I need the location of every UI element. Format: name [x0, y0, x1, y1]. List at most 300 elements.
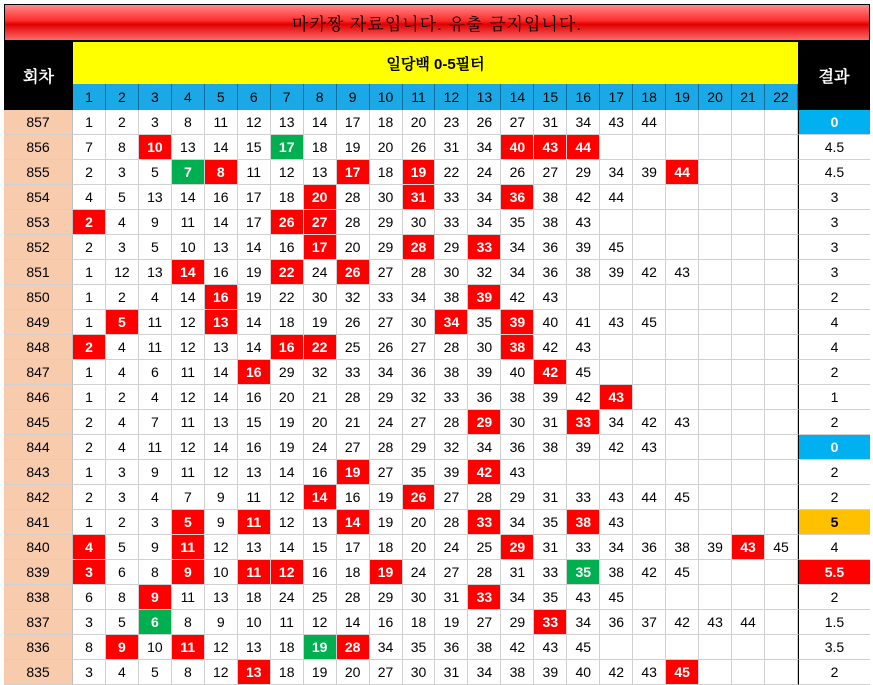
number-cell: 43: [633, 660, 666, 685]
result-cell: 4.5: [798, 135, 870, 160]
number-cell: 29: [403, 435, 436, 460]
number-cell: [732, 335, 765, 360]
number-cell: 20: [337, 235, 370, 260]
number-cell: 43: [501, 460, 534, 485]
result-header: 결과: [798, 41, 870, 110]
number-cell: [699, 460, 732, 485]
number-cell: 8: [205, 160, 238, 185]
number-cell: 24: [468, 160, 501, 185]
column-number: 2: [106, 84, 139, 110]
number-cell: 19: [238, 285, 271, 310]
number-cell: 14: [205, 385, 238, 410]
number-cell: [666, 285, 699, 310]
number-cell: 10: [139, 135, 172, 160]
number-cell: 29: [468, 410, 501, 435]
number-cell: 9: [139, 535, 172, 560]
result-cell: 2: [798, 285, 870, 310]
number-cell: 44: [633, 110, 666, 135]
number-cell: 5: [139, 660, 172, 685]
number-cell: [600, 635, 633, 660]
number-cell: [600, 360, 633, 385]
number-cell: [732, 185, 765, 210]
number-cell: 39: [501, 310, 534, 335]
number-cell: 43: [534, 135, 567, 160]
round-number: 838: [4, 585, 73, 610]
number-cell: 17: [337, 160, 370, 185]
result-cell: 4: [798, 535, 870, 560]
number-cell: 14: [238, 310, 271, 335]
number-cell: 4: [139, 285, 172, 310]
number-cell: 34: [600, 410, 633, 435]
number-cell: 13: [304, 510, 337, 535]
number-cell: 5: [139, 235, 172, 260]
number-cell: 12: [304, 610, 337, 635]
number-cell: 24: [435, 535, 468, 560]
number-cell: 32: [435, 435, 468, 460]
number-cell: 36: [403, 360, 436, 385]
result-cell: 1.5: [798, 610, 870, 635]
round-number: 836: [4, 635, 73, 660]
number-cell: 14: [205, 135, 238, 160]
number-cell: 30: [403, 660, 436, 685]
number-cell: 29: [501, 610, 534, 635]
column-number: 16: [567, 84, 600, 110]
number-cell: 19: [337, 135, 370, 160]
number-cell: 8: [106, 135, 139, 160]
number-cell: 22: [304, 335, 337, 360]
result-cell: 2: [798, 585, 870, 610]
number-cell: 5: [139, 160, 172, 185]
number-cell: 45: [633, 310, 666, 335]
number-cell: 34: [501, 510, 534, 535]
number-cell: [699, 210, 732, 235]
number-cell: 12: [172, 385, 205, 410]
number-cell: 23: [435, 110, 468, 135]
number-cell: 34: [501, 585, 534, 610]
number-cell: [633, 635, 666, 660]
number-cell: 31: [435, 135, 468, 160]
number-cell: [765, 235, 798, 260]
number-cell: 43: [567, 335, 600, 360]
number-cell: 39: [468, 285, 501, 310]
number-cell: 17: [238, 210, 271, 235]
number-cell: 40: [567, 660, 600, 685]
number-cell: 22: [271, 260, 304, 285]
number-cell: 19: [370, 510, 403, 535]
number-cell: [732, 460, 765, 485]
number-cell: 20: [337, 660, 370, 685]
number-cell: 12: [271, 560, 304, 585]
number-cell: 18: [304, 135, 337, 160]
number-cell: 35: [403, 635, 436, 660]
number-cell: 8: [106, 585, 139, 610]
table-row: [4, 460, 870, 485]
number-cell: 27: [370, 310, 403, 335]
number-cell: 3: [106, 460, 139, 485]
number-cell: 43: [699, 610, 732, 635]
number-cell: 27: [501, 110, 534, 135]
number-cell: [666, 585, 699, 610]
number-cell: 9: [205, 510, 238, 535]
number-cell: 11: [139, 310, 172, 335]
number-cell: 38: [501, 660, 534, 685]
number-cell: 33: [435, 185, 468, 210]
round-number: 848: [4, 335, 73, 360]
result-cell: 3: [798, 235, 870, 260]
number-cell: [633, 460, 666, 485]
number-cell: 30: [370, 185, 403, 210]
number-cell: [732, 560, 765, 585]
number-cell: 19: [304, 660, 337, 685]
number-cell: 3: [139, 110, 172, 135]
number-cell: 31: [403, 185, 436, 210]
number-cell: [600, 210, 633, 235]
number-cell: [765, 135, 798, 160]
number-cell: 33: [468, 235, 501, 260]
number-cell: 31: [534, 535, 567, 560]
number-cell: [732, 110, 765, 135]
number-cell: 12: [205, 535, 238, 560]
number-cell: 18: [271, 185, 304, 210]
number-cell: 27: [435, 560, 468, 585]
number-cell: [666, 235, 699, 260]
filter-title: 일당백 0-5필터: [73, 41, 798, 84]
number-cell: 14: [271, 535, 304, 560]
number-cell: 31: [435, 660, 468, 685]
table-row: [4, 410, 870, 435]
number-cell: 38: [534, 185, 567, 210]
number-cell: 1: [73, 310, 106, 335]
number-cell: 11: [172, 460, 205, 485]
number-cell: 16: [205, 260, 238, 285]
column-number: 20: [699, 84, 732, 110]
number-cell: 13: [238, 535, 271, 560]
number-cell: 9: [139, 210, 172, 235]
number-cell: [633, 335, 666, 360]
number-cell: 13: [205, 335, 238, 360]
number-cell: 19: [435, 610, 468, 635]
number-cell: 2: [73, 160, 106, 185]
number-cell: 12: [205, 635, 238, 660]
result-cell: 0: [798, 435, 870, 460]
number-cell: 11: [139, 435, 172, 460]
number-cell: 36: [534, 260, 567, 285]
number-cell: 18: [370, 110, 403, 135]
number-cell: 38: [567, 510, 600, 535]
number-cell: 16: [337, 485, 370, 510]
number-cell: 33: [567, 410, 600, 435]
number-cell: 39: [567, 435, 600, 460]
number-cell: 45: [567, 635, 600, 660]
number-cell: [699, 360, 732, 385]
number-cell: 27: [370, 260, 403, 285]
number-cell: 31: [534, 410, 567, 435]
number-cell: 38: [468, 635, 501, 660]
number-cell: 26: [403, 485, 436, 510]
column-number: 6: [238, 84, 271, 110]
number-cell: 18: [271, 660, 304, 685]
number-cell: [666, 460, 699, 485]
number-cell: [600, 285, 633, 310]
result-cell: 2: [798, 460, 870, 485]
number-cell: [666, 385, 699, 410]
number-cell: [699, 160, 732, 185]
number-cell: 35: [468, 310, 501, 335]
number-cell: 29: [567, 160, 600, 185]
number-cell: 33: [337, 360, 370, 385]
number-cell: 19: [271, 410, 304, 435]
number-cell: 45: [666, 560, 699, 585]
number-cell: 34: [501, 235, 534, 260]
number-cell: 39: [534, 385, 567, 410]
number-cell: 12: [271, 160, 304, 185]
number-cell: 4: [106, 660, 139, 685]
number-cell: [732, 660, 765, 685]
number-cell: 44: [567, 135, 600, 160]
number-cell: 43: [567, 585, 600, 610]
number-cell: 3: [73, 560, 106, 585]
number-cell: 16: [238, 435, 271, 460]
number-cell: [567, 460, 600, 485]
number-cell: [699, 435, 732, 460]
number-cell: 30: [501, 410, 534, 435]
number-cell: [699, 135, 732, 160]
number-cell: 18: [337, 560, 370, 585]
number-cell: 13: [238, 635, 271, 660]
number-cell: 31: [435, 585, 468, 610]
number-cell: 11: [238, 560, 271, 585]
number-cell: 27: [468, 610, 501, 635]
number-cell: [732, 210, 765, 235]
number-cell: 42: [534, 360, 567, 385]
number-cell: [633, 285, 666, 310]
number-cell: [666, 510, 699, 535]
number-cell: [699, 110, 732, 135]
number-cell: 27: [435, 485, 468, 510]
number-cell: 25: [468, 535, 501, 560]
number-cell: 10: [139, 635, 172, 660]
table-row: [4, 585, 870, 610]
number-cell: 14: [238, 335, 271, 360]
number-cell: 18: [238, 585, 271, 610]
number-cell: [699, 260, 732, 285]
number-cell: 11: [172, 635, 205, 660]
number-cell: 34: [403, 285, 436, 310]
number-cell: 34: [468, 435, 501, 460]
number-cell: 35: [534, 510, 567, 535]
number-cell: 39: [435, 460, 468, 485]
number-cell: 2: [73, 485, 106, 510]
column-number: 19: [666, 84, 699, 110]
number-cell: 2: [73, 435, 106, 460]
number-cell: 13: [172, 135, 205, 160]
number-cell: [666, 210, 699, 235]
number-cell: 19: [403, 160, 436, 185]
number-cell: 32: [468, 260, 501, 285]
number-cell: [765, 285, 798, 310]
number-cell: 28: [337, 585, 370, 610]
number-cell: [732, 635, 765, 660]
number-cell: 26: [403, 135, 436, 160]
number-cell: 19: [304, 635, 337, 660]
number-cell: 3: [106, 160, 139, 185]
number-cell: 28: [337, 210, 370, 235]
number-cell: 11: [238, 160, 271, 185]
number-cell: [765, 410, 798, 435]
number-cell: 38: [534, 435, 567, 460]
number-cell: [765, 335, 798, 360]
number-cell: 21: [337, 410, 370, 435]
number-cell: 39: [468, 360, 501, 385]
column-number: 1: [73, 84, 106, 110]
round-number: 845: [4, 410, 73, 435]
table-row: [4, 310, 870, 335]
column-number: 17: [600, 84, 633, 110]
number-cell: 43: [600, 385, 633, 410]
number-cell: 12: [205, 460, 238, 485]
column-number: 7: [271, 84, 304, 110]
number-cell: 14: [238, 235, 271, 260]
number-cell: 43: [666, 260, 699, 285]
number-cell: 14: [337, 510, 370, 535]
number-cell: 1: [73, 110, 106, 135]
result-cell: 3: [798, 185, 870, 210]
number-cell: 9: [139, 585, 172, 610]
number-cell: [600, 335, 633, 360]
result-cell: 5.5: [798, 560, 870, 585]
number-cell: 18: [271, 310, 304, 335]
table-row: [4, 160, 870, 185]
number-cell: 19: [304, 310, 337, 335]
result-cell: 2: [798, 410, 870, 435]
number-cell: 42: [468, 460, 501, 485]
number-cell: 33: [435, 385, 468, 410]
table-row: [4, 110, 870, 135]
number-cell: 13: [238, 660, 271, 685]
number-cell: 12: [271, 485, 304, 510]
number-cell: 27: [403, 410, 436, 435]
number-cell: 43: [666, 410, 699, 435]
number-cell: 43: [633, 435, 666, 460]
number-cell: 38: [435, 285, 468, 310]
round-number: 850: [4, 285, 73, 310]
number-cell: 24: [271, 585, 304, 610]
number-cell: 35: [567, 560, 600, 585]
result-cell: 3: [798, 260, 870, 285]
table-row: [4, 285, 870, 310]
number-cell: 28: [435, 510, 468, 535]
round-number: 852: [4, 235, 73, 260]
number-cell: [567, 285, 600, 310]
number-cell: 19: [370, 485, 403, 510]
number-cell: 14: [271, 460, 304, 485]
result-cell: 4.5: [798, 160, 870, 185]
number-cell: [534, 460, 567, 485]
number-cell: 42: [633, 260, 666, 285]
number-cell: 27: [403, 335, 436, 360]
number-cell: [699, 660, 732, 685]
number-cell: 11: [139, 335, 172, 360]
number-cell: 34: [501, 260, 534, 285]
number-cell: 5: [106, 535, 139, 560]
round-header: 회차: [4, 41, 73, 110]
number-cell: 34: [468, 660, 501, 685]
number-cell: 34: [370, 635, 403, 660]
number-cell: 34: [468, 210, 501, 235]
number-cell: 16: [238, 385, 271, 410]
number-cell: 4: [73, 185, 106, 210]
number-cell: 26: [337, 310, 370, 335]
number-cell: 29: [370, 210, 403, 235]
number-cell: [765, 660, 798, 685]
number-cell: [732, 360, 765, 385]
number-cell: 1: [73, 510, 106, 535]
result-cell: 2: [798, 660, 870, 685]
number-cell: [699, 510, 732, 535]
number-cell: 2: [106, 510, 139, 535]
round-number: 837: [4, 610, 73, 635]
column-number: 4: [172, 84, 205, 110]
table-row: [4, 335, 870, 360]
number-cell: 43: [534, 635, 567, 660]
number-cell: 3: [106, 235, 139, 260]
number-cell: 33: [370, 285, 403, 310]
result-cell: 5: [798, 510, 870, 535]
number-cell: 36: [501, 435, 534, 460]
result-cell: 0: [798, 110, 870, 135]
number-cell: 18: [403, 610, 436, 635]
number-cell: 10: [205, 560, 238, 585]
number-cell: 34: [600, 160, 633, 185]
column-number-row: [73, 84, 798, 110]
number-cell: 2: [106, 110, 139, 135]
number-cell: 19: [370, 560, 403, 585]
number-cell: 14: [205, 360, 238, 385]
number-cell: 29: [370, 585, 403, 610]
number-cell: 26: [501, 160, 534, 185]
number-cell: [699, 310, 732, 335]
number-cell: 40: [501, 135, 534, 160]
number-cell: 38: [666, 535, 699, 560]
column-number: 11: [403, 84, 436, 110]
number-cell: 30: [304, 285, 337, 310]
column-number: 18: [633, 84, 666, 110]
number-cell: 4: [106, 360, 139, 385]
number-cell: 9: [106, 635, 139, 660]
number-cell: 19: [238, 260, 271, 285]
number-cell: [765, 510, 798, 535]
result-cell: 3.5: [798, 635, 870, 660]
number-cell: 7: [73, 135, 106, 160]
number-cell: 16: [271, 335, 304, 360]
number-cell: 26: [271, 210, 304, 235]
column-number: 10: [370, 84, 403, 110]
number-cell: 42: [633, 560, 666, 585]
number-cell: 3: [139, 510, 172, 535]
number-cell: [666, 135, 699, 160]
number-cell: 4: [106, 410, 139, 435]
number-cell: 4: [73, 535, 106, 560]
number-cell: 42: [534, 335, 567, 360]
number-cell: 26: [370, 335, 403, 360]
number-cell: 9: [172, 560, 205, 585]
number-cell: 29: [370, 235, 403, 260]
number-cell: 42: [567, 185, 600, 210]
number-cell: 38: [501, 335, 534, 360]
number-cell: [732, 260, 765, 285]
round-number: 855: [4, 160, 73, 185]
number-cell: 6: [139, 610, 172, 635]
